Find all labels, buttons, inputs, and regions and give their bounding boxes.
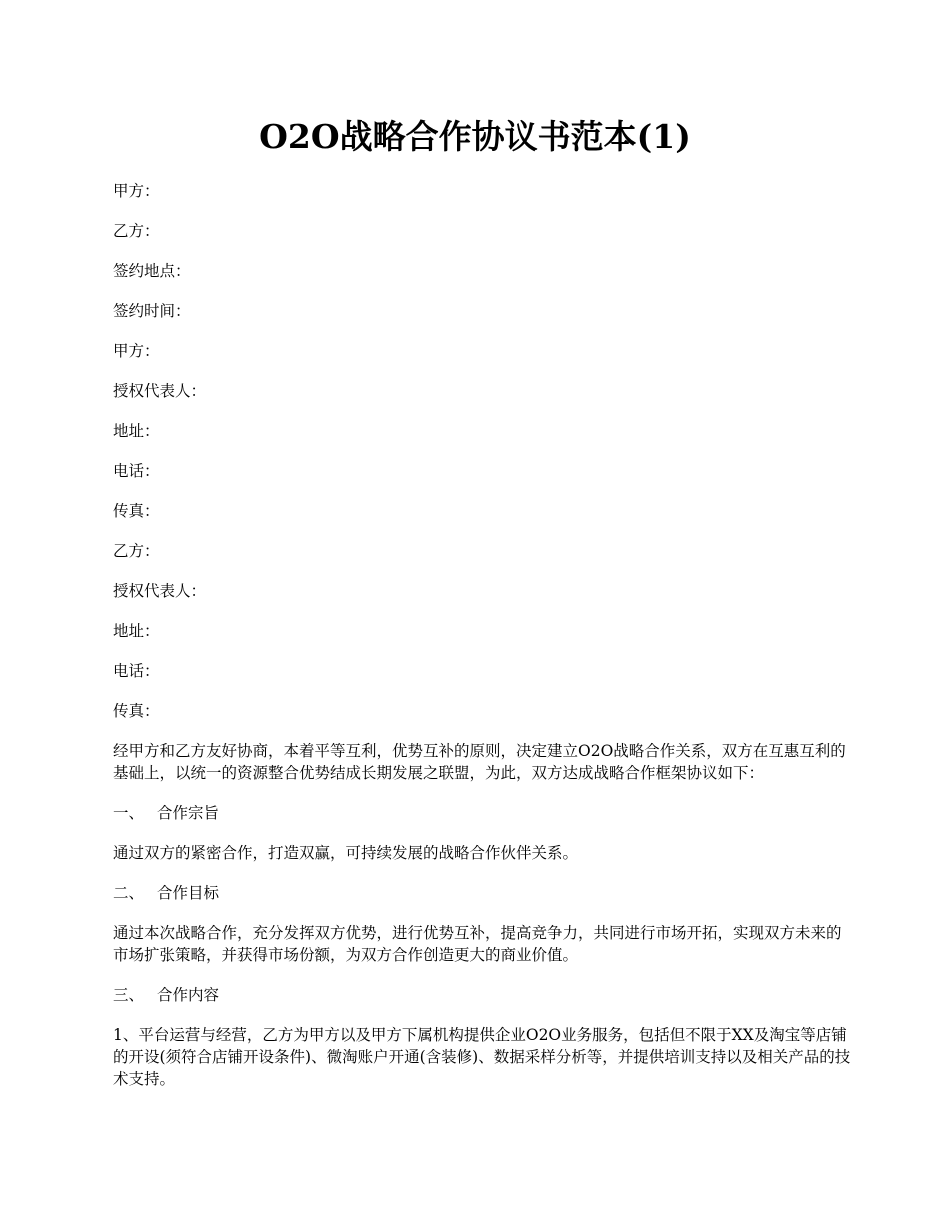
party-b-detail-label: 乙方：: [113, 542, 160, 560]
party-b-fax-field: 传真：: [113, 702, 160, 720]
party-a-address-field: 地址：: [113, 422, 160, 440]
party-a-fax-field: 传真：: [113, 502, 160, 520]
section-heading-text: 合作内容: [157, 986, 220, 1004]
signing-time-field: 签约时间：: [113, 302, 191, 320]
signing-place-field: 签约地点：: [113, 262, 191, 280]
section-number: 二、: [113, 884, 145, 902]
section-heading-content: [113, 984, 853, 1006]
party-a-representative-field: 授权代表人：: [113, 382, 207, 400]
section-number: 一、: [113, 804, 145, 822]
party-a-detail-label: 甲方：: [113, 342, 160, 360]
section-body-purpose: 通过双方的紧密合作，打造双赢，可持续发展的战略合作伙伴关系。: [113, 844, 579, 862]
section-heading-text: 合作宗旨: [157, 804, 220, 822]
section-heading-purpose: [113, 802, 853, 824]
section-heading-text: 合作目标: [157, 884, 220, 902]
party-a-phone-field: 电话：: [113, 462, 160, 480]
section-heading-goals: [113, 882, 853, 904]
party-b-representative-field: 授权代表人：: [113, 582, 207, 600]
party-b-field: 乙方：: [113, 222, 160, 240]
section-body-goals: 通过本次战略合作，充分发挥双方优势，进行优势互补，提高竞争力，共同进行市场开拓，实现双方未来的市场扩张策略，并获得市场份额，为双方合作创造更大的商业价值。: [113, 924, 842, 964]
section-number: 三、: [113, 986, 145, 1004]
party-a-field: 甲方：: [113, 182, 160, 200]
document-body: [113, 180, 853, 1108]
intro-paragraph: 经甲方和乙方友好协商，本着平等互利，优势互补的原则，决定建立O2O战略合作关系，双方在互惠互利的基础上，以统一的资源整合优势结成长期发展之联盟，为此，双方达成战略合作框架协议如下：: [113, 742, 846, 782]
document-title: O2O战略合作协议书范本(1): [259, 117, 691, 156]
party-b-phone-field: 电话：: [113, 662, 160, 680]
party-b-address-field: 地址：: [113, 622, 160, 640]
section-body-content: 1、平台运营与经营，乙方为甲方以及甲方下属机构提供企业O2O业务服务，包括但不限于XX及淘宝等店铺的开设(须符合店铺开设条件)、微淘账户开通(含装修)、数据采样分析等，并提供培训支持以及相关产品的技术支持。: [113, 1026, 851, 1088]
